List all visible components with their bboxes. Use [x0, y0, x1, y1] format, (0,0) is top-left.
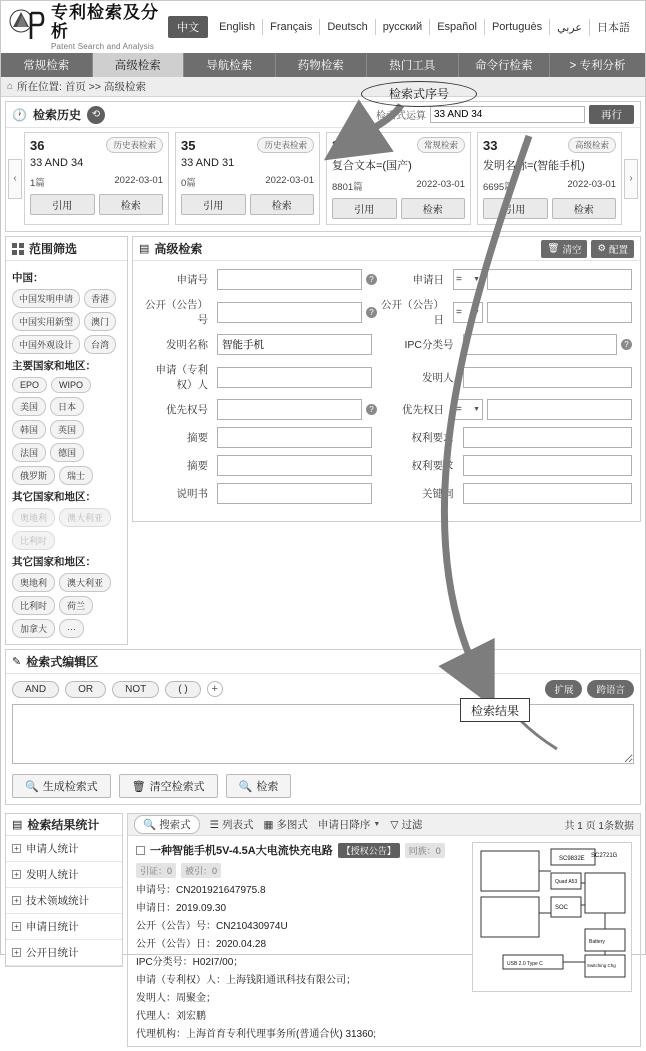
- language-switcher[interactable]: [168, 16, 637, 38]
- svg-text:Quad A53: Quad A53: [555, 879, 578, 885]
- form-row: [141, 483, 632, 504]
- tab-command-search[interactable]: 命令行检索: [459, 53, 551, 77]
- field-application-date[interactable]: [487, 269, 632, 290]
- operator-not-button[interactable]: NOT: [112, 681, 159, 698]
- filter-chip[interactable]: 瑞士: [59, 466, 93, 485]
- filter-chip-group: [12, 508, 121, 550]
- filter-chip[interactable]: 德国: [50, 443, 84, 462]
- plus-icon: +: [12, 844, 21, 853]
- field-claims[interactable]: [463, 427, 633, 448]
- lang-ja[interactable]: 日本語: [597, 22, 630, 34]
- field-label-priority-no: 优先权号: [166, 404, 208, 416]
- advanced-search-form: [133, 261, 640, 521]
- stat-label: 技术领域统计: [26, 895, 89, 907]
- record-field: 申请（专利权）人：上海钱阳通讯科技有限公司；: [136, 975, 356, 986]
- search-history-header: [6, 102, 640, 128]
- chevron-down-icon: ▼: [473, 406, 480, 413]
- field-applicant[interactable]: [217, 367, 372, 388]
- grid-icon: ▦: [263, 818, 274, 831]
- breadcrumb-text: 所在位置: 首页 >> 高级检索: [17, 81, 146, 93]
- search-button-label: 检索: [256, 781, 279, 793]
- results-area: [1, 809, 645, 1051]
- history-next-button[interactable]: ›: [624, 159, 638, 199]
- svg-text:Switching Chg: Switching Chg: [587, 963, 616, 968]
- tab-drug-search[interactable]: 药物检索: [276, 53, 368, 77]
- filter-chip[interactable]: 中国实用新型: [12, 312, 80, 331]
- history-card-cite-button[interactable]: 引用: [181, 194, 246, 215]
- help-icon[interactable]: ?: [366, 307, 377, 318]
- view-mode-grid[interactable]: [264, 817, 308, 832]
- record-checkbox[interactable]: [136, 846, 145, 855]
- operator-parens-button[interactable]: ( ): [165, 681, 200, 698]
- tab-advanced-search[interactable]: 高级检索: [93, 53, 185, 77]
- field-label-inventor: 发明人: [422, 371, 454, 384]
- logo-subtitle: Patent Search and Analysis: [51, 41, 155, 51]
- field-label-claims: 权利要求: [411, 432, 454, 444]
- record-field: 发明人：周聚金；: [136, 993, 216, 1004]
- breadcrumb: [1, 77, 645, 97]
- history-card-count: 0篇: [181, 178, 196, 189]
- filter-chip[interactable]: 比利时: [12, 596, 55, 615]
- list-icon: ☰: [209, 818, 219, 831]
- history-card-id: 35: [181, 137, 196, 153]
- history-card-search-button[interactable]: 检索: [552, 198, 617, 219]
- operator-value: =: [456, 274, 462, 285]
- logo-title: 专利检索及分析: [51, 2, 159, 42]
- view-mode-list-label: 列表式: [222, 819, 254, 831]
- history-card-cite-button[interactable]: 引用: [30, 194, 95, 215]
- field-abstract[interactable]: [217, 427, 372, 448]
- search-icon: 🔍: [25, 780, 39, 793]
- search-history-body: [6, 128, 640, 231]
- field-label-publication-date: 公开（公告）日: [381, 299, 444, 326]
- field-label-description: 说明书: [176, 488, 208, 500]
- history-expression-input[interactable]: [430, 106, 585, 123]
- field-application-no[interactable]: [217, 269, 362, 290]
- filter-chip[interactable]: 韩国: [12, 420, 46, 439]
- clear-query-button[interactable]: [119, 774, 218, 798]
- stat-label: 申请日统计: [26, 921, 79, 933]
- field-ipc[interactable]: [463, 334, 618, 355]
- history-card-search-button[interactable]: 检索: [99, 194, 164, 215]
- record-citation-badge: 引证：0: [136, 863, 176, 878]
- filter-chip[interactable]: 奥地利: [12, 573, 55, 592]
- stat-item-application-date[interactable]: [6, 914, 122, 940]
- field-label-publication-no: 公开（公告）号: [145, 299, 208, 326]
- history-card-tag: 高级检索: [568, 137, 616, 153]
- field-label-applicant: 申请（专利权）人: [155, 364, 208, 391]
- lang-fr[interactable]: Français: [263, 19, 320, 35]
- help-icon[interactable]: ?: [366, 274, 377, 285]
- operator-and-button[interactable]: AND: [12, 681, 59, 698]
- field-label-priority-date: 优先权日: [402, 404, 444, 416]
- filter-chip[interactable]: 比利时: [12, 531, 55, 550]
- history-card-list: [24, 132, 622, 225]
- filter-group-title: 中国：: [12, 272, 44, 284]
- filter-label: 过滤: [401, 819, 423, 831]
- filter-group-title: 其它国家和地区：: [12, 556, 96, 568]
- sort-label: 申请日降序: [317, 819, 371, 831]
- record-field: 申请号：CN201921647975.8: [136, 885, 266, 896]
- plus-icon: +: [12, 948, 21, 957]
- filter-chip[interactable]: 澳门: [84, 312, 116, 331]
- filter-chip[interactable]: 台湾: [84, 335, 116, 354]
- field-label-application-no: 申请号: [176, 274, 208, 286]
- expand-button[interactable]: 扩展: [545, 680, 582, 698]
- main-content: [1, 236, 645, 645]
- gear-icon: ⚙: [597, 243, 606, 254]
- view-mode-list[interactable]: [210, 817, 254, 832]
- operator-select-priority-date[interactable]: [453, 399, 483, 420]
- filter-chip[interactable]: 香港: [84, 289, 116, 308]
- generate-query-button[interactable]: [12, 774, 111, 798]
- trash-icon: 🗑: [131, 780, 146, 793]
- record-family-badge: 同族：0: [405, 843, 445, 858]
- field-label-invention-title: 发明名称: [166, 339, 208, 351]
- view-mode-query-label: 搜索式: [159, 819, 191, 831]
- clock-icon: 🕐: [12, 107, 27, 122]
- history-card-count: 1篇: [30, 178, 45, 189]
- operator-value: =: [456, 404, 462, 415]
- help-icon[interactable]: ?: [366, 404, 377, 415]
- history-card[interactable]: [326, 132, 471, 225]
- form-row: [141, 334, 632, 355]
- filter-chip[interactable]: 中国发明申请: [12, 289, 80, 308]
- form-row: [141, 362, 632, 392]
- svg-text:SC9832E: SC9832E: [559, 856, 585, 862]
- filter-chip[interactable]: 美国: [12, 397, 46, 416]
- history-card-date: 2022-03-01: [416, 179, 465, 190]
- lang-zh[interactable]: 中文: [168, 16, 208, 38]
- chevron-down-icon: ▼: [473, 308, 480, 316]
- refresh-icon[interactable]: ⟲: [87, 106, 105, 124]
- lang-pt[interactable]: Portuguès: [485, 19, 550, 35]
- field-publication-date[interactable]: [487, 302, 632, 323]
- field-priority-date[interactable]: [487, 399, 632, 420]
- field-keyword[interactable]: [463, 483, 633, 504]
- tab-patent-analysis[interactable]: > 专利分析: [569, 60, 626, 72]
- form-row: [141, 427, 632, 448]
- history-card-cite-button[interactable]: 引用: [483, 198, 548, 219]
- form-icon: ▤: [139, 243, 150, 255]
- history-card-search-button[interactable]: 检索: [250, 194, 315, 215]
- plus-icon: +: [12, 922, 21, 931]
- scope-filter-panel: [5, 236, 128, 645]
- filter-chip[interactable]: 中国外观设计: [12, 335, 80, 354]
- history-card-date: 2022-03-01: [114, 175, 163, 186]
- record-field: 公开（公告）号：CN210430974U: [136, 921, 288, 932]
- filter-chip[interactable]: 加拿大: [12, 619, 55, 638]
- svg-text:SC2721G: SC2721G: [591, 853, 618, 859]
- generate-query-label: 生成检索式: [42, 781, 98, 793]
- query-editor-panel: [5, 649, 641, 805]
- history-card-cite-button[interactable]: 引用: [332, 198, 397, 219]
- filter-chip[interactable]: 俄罗斯: [12, 466, 55, 485]
- view-mode-query[interactable]: [134, 815, 200, 834]
- svg-text:USB 2.0 Type C: USB 2.0 Type C: [507, 961, 543, 967]
- filter-chip[interactable]: 英国: [50, 420, 84, 439]
- home-icon: ⌂: [7, 81, 14, 92]
- callout-top-text: 检索式序号: [388, 87, 449, 101]
- svg-text:Battery: Battery: [589, 939, 605, 945]
- search-icon: 🔍: [143, 819, 157, 831]
- clear-button-label: 清空: [562, 244, 582, 256]
- history-card[interactable]: [24, 132, 169, 225]
- result-stats-panel: [5, 813, 123, 967]
- stat-label: 发明人统计: [26, 869, 79, 881]
- field-abstract-2[interactable]: [217, 455, 372, 476]
- result-record: [128, 836, 640, 1046]
- history-card[interactable]: [175, 132, 320, 225]
- record-field: 代理机构：上海首育专利代理事务所(普通合伙) 31360;: [136, 1029, 377, 1040]
- cross-language-button[interactable]: 跨语言: [587, 680, 634, 698]
- lang-de[interactable]: Deutsch: [320, 19, 375, 35]
- lang-ru[interactable]: русский: [376, 19, 430, 35]
- sort-select[interactable]: [318, 817, 380, 832]
- form-row: [141, 269, 632, 290]
- tab-navigation-search[interactable]: 导航检索: [184, 53, 276, 77]
- form-row: [141, 399, 632, 420]
- filter-chip[interactable]: 澳大利亚: [59, 508, 111, 527]
- filter-chip[interactable]: 法国: [12, 443, 46, 462]
- filter-chip[interactable]: 荷兰: [59, 596, 93, 615]
- result-toolbar: [128, 814, 640, 836]
- chevron-down-icon: ▼: [373, 821, 381, 828]
- operator-or-button[interactable]: OR: [65, 681, 106, 698]
- stat-item-applicant[interactable]: [6, 836, 122, 862]
- record-title[interactable]: 一种智能手机5V-4.5A大电流快充电路: [150, 845, 333, 857]
- filter-chip[interactable]: 日本: [50, 397, 84, 416]
- clear-button[interactable]: [541, 240, 587, 258]
- scope-filter-title: 范围筛选: [29, 242, 78, 256]
- filter-chip[interactable]: 奥地利: [12, 508, 55, 527]
- chevron-down-icon: ▼: [473, 276, 480, 283]
- tab-regular-search[interactable]: 常规检索: [1, 53, 93, 77]
- funnel-icon: ▽: [390, 818, 399, 831]
- stat-item-tech-field[interactable]: [6, 888, 122, 914]
- form-row: [141, 297, 632, 327]
- field-label-application-date: 申请日: [412, 274, 444, 286]
- search-icon: 🔍: [238, 780, 253, 793]
- advanced-search-title: 高级检索: [154, 242, 203, 256]
- field-label-keyword: 关键词: [422, 488, 454, 500]
- plus-icon: +: [12, 870, 21, 879]
- filter-chip[interactable]: …: [59, 619, 84, 638]
- query-editor-title: 检索式编辑区: [26, 655, 99, 669]
- filter-chip[interactable]: EPO: [12, 377, 47, 393]
- lang-ar[interactable]: عربي: [550, 19, 590, 36]
- tab-hot-tools[interactable]: 热门工具: [367, 53, 459, 77]
- history-card-query: 发明名称=(智能手机): [483, 160, 585, 172]
- history-run-button[interactable]: 再行: [589, 105, 634, 124]
- logo[interactable]: [9, 3, 168, 51]
- page-header: [1, 1, 645, 53]
- field-label-abstract: 摘要: [187, 432, 208, 444]
- result-count: 共 1 页 1条数据: [564, 821, 634, 832]
- history-filter-label: 检索式运算: [376, 111, 426, 122]
- history-card-id: 36: [30, 137, 45, 153]
- record-field: IPC分类号：H02I7/00；: [136, 957, 244, 968]
- callout-bottom-text: 检索结果: [470, 703, 519, 718]
- record-status-badge: 【授权公告】: [338, 843, 400, 858]
- history-card[interactable]: [477, 132, 622, 225]
- filter-chip-group: [12, 377, 121, 485]
- form-row: [141, 455, 632, 476]
- edit-icon: ✎: [12, 656, 22, 668]
- field-inventor[interactable]: [463, 367, 633, 388]
- field-description[interactable]: [217, 483, 372, 504]
- main-nav[interactable]: [1, 53, 645, 77]
- filter-group-title: 主要国家和地区：: [12, 360, 96, 372]
- operator-select-publication-date[interactable]: [453, 302, 483, 323]
- result-list-panel: [127, 813, 641, 1047]
- record-field: 申请日：2019.09.30: [136, 903, 227, 914]
- record-field: 公开（公告）日：2020.04.28: [136, 939, 267, 950]
- logo-icon: [9, 9, 45, 45]
- history-card-tag: 历史表检索: [257, 137, 314, 153]
- history-prev-button[interactable]: ‹: [8, 159, 22, 199]
- operator-select-application-date[interactable]: [453, 269, 483, 290]
- history-card-tag: 历史表检索: [106, 137, 163, 153]
- history-card-id: 33: [483, 137, 498, 153]
- clear-query-label: 清空检索式: [149, 781, 205, 793]
- list-icon: ▤: [12, 819, 23, 831]
- grid-icon: [12, 243, 24, 255]
- search-history-title: 检索历史: [32, 108, 81, 122]
- field-claims-2[interactable]: [463, 455, 633, 476]
- result-stats-title: 检索结果统计: [27, 818, 100, 832]
- history-card-tag: 常规检索: [417, 137, 465, 153]
- field-publication-no[interactable]: [217, 302, 362, 323]
- history-card-count: 8801篇: [332, 182, 363, 193]
- advanced-search-panel: [132, 236, 641, 522]
- plus-icon[interactable]: +: [207, 681, 223, 697]
- field-invention-title[interactable]: [217, 334, 372, 355]
- stat-label: 申请人统计: [26, 843, 79, 855]
- history-card-search-button[interactable]: 检索: [401, 198, 466, 219]
- stat-item-publication-date[interactable]: [6, 940, 122, 966]
- lang-es[interactable]: Español: [430, 19, 485, 35]
- filter-chip-group: [12, 573, 121, 638]
- search-history-panel: [5, 101, 641, 232]
- svg-text:SOC: SOC: [555, 905, 569, 911]
- field-label-ipc: IPC分类号: [404, 339, 454, 351]
- trash-icon: 🗑: [547, 243, 560, 254]
- config-button-label: 配置: [608, 244, 628, 256]
- search-button[interactable]: [226, 774, 292, 798]
- filter-chip[interactable]: 澳大利亚: [59, 573, 111, 592]
- history-card-count: 6695篇: [483, 182, 514, 193]
- field-priority-no[interactable]: [217, 399, 362, 420]
- operator-toolbar: [12, 680, 634, 698]
- plus-icon: +: [12, 896, 21, 905]
- history-card-query: 33 AND 31: [181, 157, 235, 169]
- filter-button[interactable]: [390, 817, 422, 832]
- stat-item-inventor[interactable]: [6, 862, 122, 888]
- query-textarea[interactable]: [12, 704, 634, 764]
- lang-en[interactable]: English: [212, 19, 263, 35]
- filter-chip[interactable]: WIPO: [51, 377, 91, 393]
- config-button[interactable]: [591, 240, 634, 258]
- view-mode-grid-label: 多图式: [276, 819, 308, 831]
- help-icon[interactable]: ?: [621, 339, 632, 350]
- operator-value: =: [456, 306, 462, 318]
- history-card-id: 34: [332, 137, 347, 153]
- filter-group-title: 其它国家和地区：: [12, 491, 96, 503]
- record-field: 代理人：刘宏鹏: [136, 1011, 206, 1022]
- field-label-claims-2: 权利要求: [411, 460, 454, 472]
- record-cited-badge: 被引：0: [181, 863, 221, 878]
- history-card-query: 33 AND 34: [30, 157, 84, 169]
- field-label-abstract-2: 摘要: [187, 460, 208, 472]
- history-card-date: 2022-03-01: [567, 179, 616, 190]
- filter-chip-group: [12, 289, 121, 354]
- stat-label: 公开日统计: [26, 947, 79, 959]
- record-thumbnail[interactable]: [472, 842, 632, 992]
- history-card-query: 复合文本=(国产): [332, 160, 412, 172]
- history-card-date: 2022-03-01: [265, 175, 314, 186]
